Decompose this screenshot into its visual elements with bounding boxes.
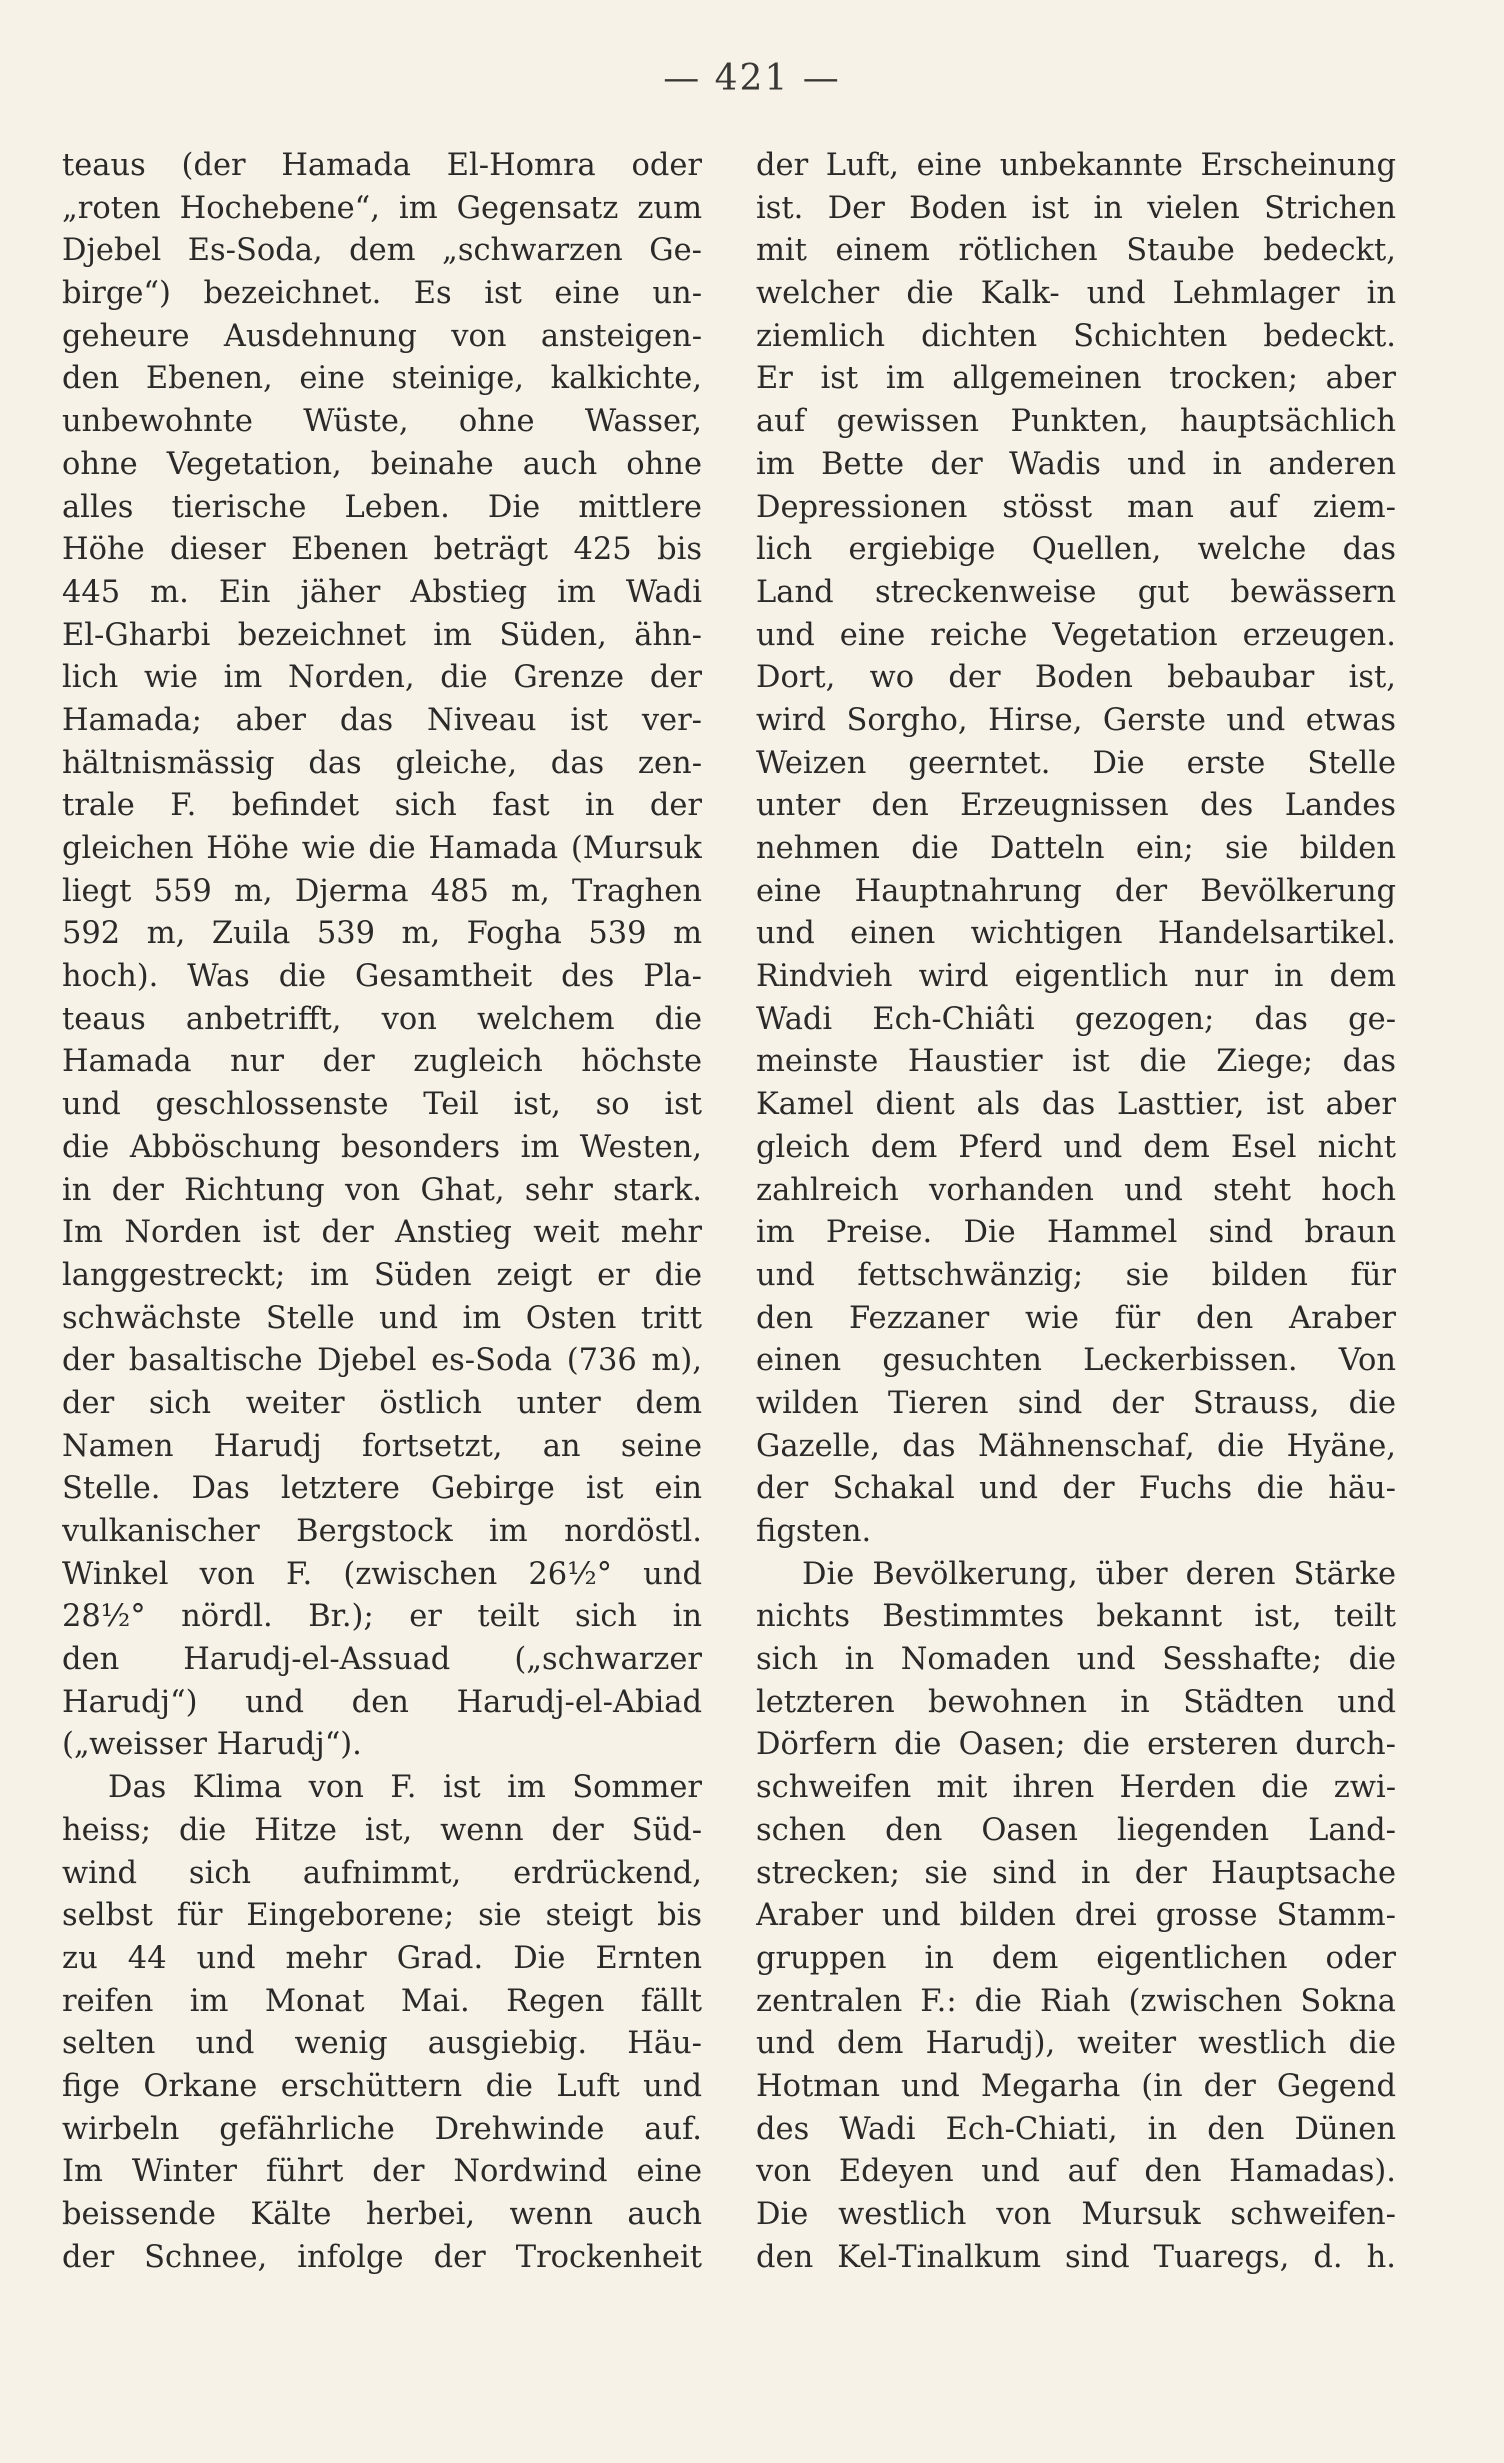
text-line: reifen im Monat Mai. Regen fällt [62, 1983, 702, 2019]
text-line: Araber und bilden drei grosse Stamm- [756, 1898, 1396, 1934]
text-line: den Ebenen, eine steinige, kalkichte, [62, 361, 702, 397]
text-line: Winkel von F. (zwischen 26½° und [62, 1556, 702, 1592]
text-line: hältnismässig das gleiche, das zen- [62, 745, 702, 781]
text-line: lich wie im Norden, die Grenze der [62, 660, 702, 696]
text-line: sich in Nomaden und Sesshafte; die [756, 1642, 1396, 1678]
text-line: Dort, wo der Boden bebaubar ist, [756, 660, 1396, 696]
text-line: Hamada; aber das Niveau ist ver- [62, 702, 702, 738]
text-line: des Wadi Ech-Chiati, in den Dünen [756, 2111, 1396, 2147]
text-line: zentralen F.: die Riah (zwischen Sokna [756, 1983, 1396, 2019]
text-line: geheure Ausdehnung von ansteigen- [62, 318, 702, 354]
text-line: den Fezzaner wie für den Araber [756, 1300, 1396, 1336]
text-line: wilden Tieren sind der Strauss, die [756, 1385, 1396, 1421]
text-line: Im Winter führt der Nordwind eine [62, 2154, 702, 2190]
text-line: ist. Der Boden ist in vielen Strichen [756, 190, 1396, 226]
text-line: und dem Harudj), weiter westlich die [756, 2026, 1396, 2062]
text-line: der Luft, eine unbekannte Erscheinung [756, 148, 1396, 183]
text-line: 28½° nördl. Br.); er teilt sich in [62, 1599, 702, 1635]
text-line: mit einem rötlichen Staube bedeckt, [756, 233, 1396, 269]
text-line: der Schakal und der Fuchs die häu- [756, 1471, 1396, 1507]
text-line: welcher die Kalk- und Lehmlager in [756, 276, 1396, 312]
text-line: trale F. befindet sich fast in der [62, 788, 702, 824]
text-line: Weizen geerntet. Die erste Stelle [756, 745, 1396, 781]
text-line: lich ergiebige Quellen, welche das [756, 532, 1396, 568]
text-line: Die westlich von Mursuk schweifen- [756, 2197, 1396, 2232]
text-line: und einen wichtigen Handelsartikel. [756, 916, 1396, 952]
text-line: unbewohnte Wüste, ohne Wasser, [62, 404, 702, 440]
text-line: langgestreckt; im Süden zeigt er die [62, 1257, 702, 1293]
text-line: letzteren bewohnen in Städten und [756, 1684, 1396, 1720]
text-line: Kamel dient als das Lasttier, ist aber [756, 1087, 1396, 1123]
text-line: zahlreich vorhanden und steht hoch [756, 1172, 1396, 1208]
text-line: Depressionen stösst man auf ziem- [756, 489, 1396, 525]
text-line: vulkanischer Bergstock im nordöstl. [62, 1514, 702, 1549]
text-line: gleichen Höhe wie die Hamada (Mursuk [62, 831, 702, 866]
text-line: ohne Vegetation, beinahe auch ohne [62, 446, 702, 482]
text-line: der Schnee, infolge der Trockenheit [62, 2239, 702, 2275]
text-line: Djebel Es-Soda, dem „schwarzen Ge- [62, 233, 702, 269]
text-line: Stelle. Das letztere Gebirge ist ein [62, 1471, 702, 1507]
page-number: — 421 — [663, 58, 841, 99]
text-line: fige Orkane erschüttern die Luft und [62, 2068, 702, 2104]
text-line: alles tierische Leben. Die mittlere [62, 489, 702, 525]
text-line: und geschlossenste Teil ist, so ist [62, 1087, 702, 1123]
text-line: und eine reiche Vegetation erzeugen. [756, 617, 1396, 653]
text-line: birge“) bezeichnet. Es ist eine un- [62, 276, 702, 312]
text-line: Rindvieh wird eigentlich nur in dem [756, 959, 1396, 995]
text-line: der sich weiter östlich unter dem [62, 1385, 702, 1421]
text-line: teaus anbetrifft, von welchem die [62, 1001, 702, 1037]
left-text-column [62, 145, 702, 2279]
text-line: Namen Harudj fortsetzt, an seine [62, 1428, 702, 1464]
text-line: die Abböschung besonders im Westen, [62, 1129, 702, 1165]
text-line: 445 m. Ein jäher Abstieg im Wadi [62, 574, 702, 610]
text-line: gleich dem Pferd und dem Esel nicht [756, 1129, 1396, 1165]
text-line: Hotman und Megarha (in der Gegend [756, 2068, 1396, 2104]
text-line: wird Sorgho, Hirse, Gerste und etwas [756, 702, 1396, 738]
text-line: und fettschwänzig; sie bilden für [756, 1257, 1396, 1293]
text-line: hoch). Was die Gesamtheit des Pla- [62, 959, 702, 995]
text-line: selten und wenig ausgiebig. Häu- [62, 2026, 702, 2062]
text-line: beissende Kälte herbei, wenn auch [62, 2197, 702, 2232]
text-line: Gazelle, das Mähnenschaf, die Hyäne, [756, 1428, 1396, 1464]
text-line: Harudj“) und den Harudj-el-Abiad [62, 1684, 702, 1720]
text-line: „roten Hochebene“, im Gegensatz zum [62, 190, 702, 226]
text-line: im Bette der Wadis und in anderen [756, 446, 1396, 482]
text-line: liegt 559 m, Djerma 485 m, Traghen [62, 873, 702, 909]
text-line: auf gewissen Punkten, hauptsächlich [756, 404, 1396, 440]
text-line: den Kel-Tinalkum sind Tuaregs, d. h. [756, 2239, 1396, 2275]
text-line: gruppen in dem eigentlichen oder [756, 1940, 1396, 1976]
text-line: zu 44 und mehr Grad. Die Ernten [62, 1940, 702, 1976]
text-line: Die Bevölkerung, über deren Stärke [802, 1556, 1396, 1592]
text-line: strecken; sie sind in der Hauptsache [756, 1855, 1396, 1891]
text-line: Das Klima von F. ist im Sommer [108, 1770, 702, 1806]
text-line: unter den Erzeugnissen des Landes [756, 788, 1396, 824]
text-line: im Preise. Die Hammel sind braun [756, 1215, 1396, 1251]
text-line: Land streckenweise gut bewässern [756, 574, 1396, 610]
text-line: schen den Oasen liegenden Land- [756, 1812, 1396, 1848]
text-line: selbst für Eingeborene; sie steigt bis [62, 1898, 702, 1934]
right-text-column [756, 145, 1396, 2279]
text-line: von Edeyen und auf den Hamadas). [756, 2154, 1396, 2190]
text-line: nichts Bestimmtes bekannt ist, teilt [756, 1599, 1396, 1635]
text-line: figsten. [756, 1514, 872, 1549]
text-line: schwächste Stelle und im Osten tritt [62, 1300, 702, 1336]
text-line: Dörfern die Oasen; die ersteren durch- [756, 1727, 1396, 1763]
text-line: in der Richtung von Ghat, sehr stark. [62, 1172, 702, 1208]
text-line: Höhe dieser Ebenen beträgt 425 bis [62, 532, 702, 568]
text-line: eine Hauptnahrung der Bevölkerung [756, 873, 1396, 909]
text-line: heiss; die Hitze ist, wenn der Süd- [62, 1812, 702, 1848]
text-line: wind sich aufnimmt, erdrückend, [62, 1855, 702, 1891]
text-line: 592 m, Zuila 539 m, Fogha 539 m [62, 916, 702, 952]
text-line: wirbeln gefährliche Drehwinde auf. [62, 2111, 702, 2147]
text-line: einen gesuchten Leckerbissen. Von [756, 1343, 1396, 1379]
text-line: schweifen mit ihren Herden die zwi- [756, 1770, 1396, 1806]
text-line: Er ist im allgemeinen trocken; aber [756, 361, 1396, 397]
text-line: meinste Haustier ist die Ziege; das [756, 1044, 1396, 1080]
text-line: Wadi Ech-Chiâti gezogen; das ge- [756, 1001, 1396, 1037]
text-line: ziemlich dichten Schichten bedeckt. [756, 318, 1396, 354]
text-line: Hamada nur der zugleich höchste [62, 1044, 702, 1080]
text-line: nehmen die Datteln ein; sie bilden [756, 831, 1396, 866]
text-line: den Harudj-el-Assuad („schwarzer [62, 1642, 702, 1678]
text-line: El-Gharbi bezeichnet im Süden, ähn- [62, 617, 702, 653]
text-line: Im Norden ist der Anstieg weit mehr [62, 1215, 702, 1251]
text-line: („weisser Harudj“). [62, 1727, 362, 1763]
text-line: der basaltische Djebel es-Soda (736 m), [62, 1343, 702, 1379]
text-line: teaus (der Hamada El-Homra oder [62, 148, 702, 183]
